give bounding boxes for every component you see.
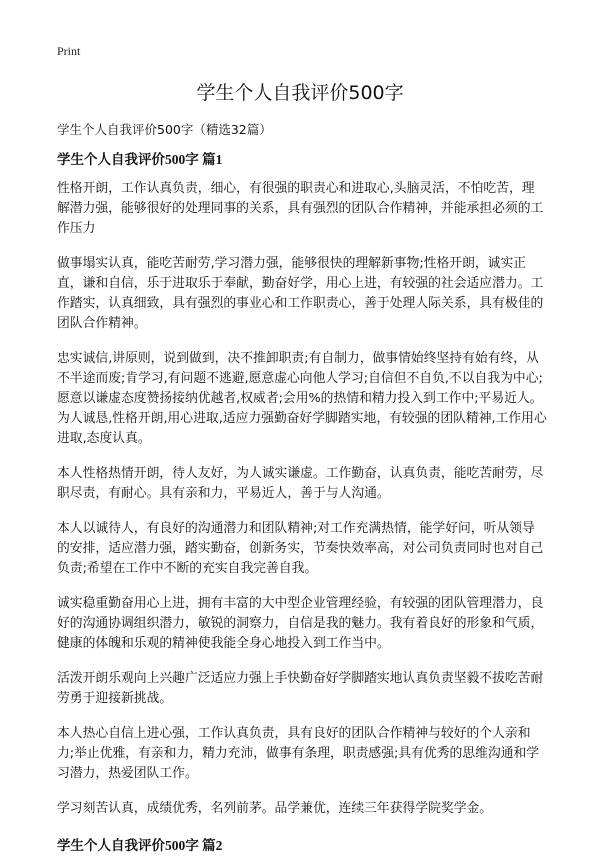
- paragraph: 本人性格热情开朗，待人友好，为人诚实谦虚。工作勤奋，认真负责，能吃苦耐劳，尽职尽责，有耐心。具有亲和力，平易近人，善于与人沟通。: [57, 466, 544, 501]
- paragraph: 本人热心自信上进心强，工作认真负责，具有良好的团队合作精神与较好的个人亲和力;举止优雅，有亲和力，精力充沛，做事有条理，职责感强;具有优秀的思维沟通和学习潜力，热爱团队工作。: [57, 726, 540, 781]
- article-body: [57, 148, 547, 865]
- paragraph: 诚实稳重勤奋用心上进，拥有丰富的大中型企业管理经验，有较强的团队管理潜力，良好的沟通协调组织潜力，敏锐的洞察力，自信是我的魅力。我有着良好的形象和气质，健康的体魄和乐观的精神使我能全身心地投入到工作当中。: [57, 596, 544, 651]
- paragraph: 忠实诚信,讲原则，说到做到，决不推卸职责;有自制力，做事情始终坚持有始有终，从不半途而废;肯学习,有问题不逃避,愿意虚心向他人学习;自信但不自负,不以自我为中心;愿意以谦虚态度赞扬接纳优越者,权威者;会用%的热情和精力投入到工作中;平易近人。为人诚恳,性格开朗,用心进取,适应力强勤奋好学脚踏实地，有较强的团队精神,工作用心进取,态度认真。: [57, 351, 547, 446]
- page-title: 学生个人自我评价500字: [196, 82, 404, 104]
- paragraph: 做事塌实认真，能吃苦耐劳,学习潜力强，能够很快的理解新事物;性格开朗，诚实正直，谦和自信，乐于进取乐于奉献，勤奋好学，用心上进，有较强的社会适应潜力。工作踏实，认真细致，具有强烈的事业心和工作职责心，善于处理人际关系，具有极佳的团队合作精神。: [57, 256, 544, 331]
- paragraph: 学习刻苦认真，成绩优秀，名列前茅。品学兼优，连续三年获得学院奖学金。: [57, 801, 493, 816]
- section-heading-2: 学生个人自我评价500字 篇2: [57, 838, 223, 853]
- paragraph: 性格开朗，工作认真负责，细心，有很强的职责心和进取心,头脑灵活，不怕吃苦，理解潜力强，能够很好的处理同事的关系，具有强烈的团队合作精神，并能承担必须的工作压力: [57, 181, 544, 236]
- section-heading-1: 学生个人自我评价500字 篇1: [57, 152, 223, 167]
- paragraph: 本人以诚待人，有良好的沟通潜力和团队精神;对工作充满热情，能学好问，听从领导的安排，适应潜力强，踏实勤奋，创新务实，节奏快效率高，对公司负责同时也对自己负责;希望在工作中不断的充实自我完善自我。: [57, 521, 544, 576]
- print-link[interactable]: Print: [57, 44, 81, 58]
- page-subtitle: 学生个人自我评价500字（精选32篇）: [57, 122, 272, 137]
- paragraph: 活泼开朗乐观向上兴趣广泛适应力强上手快勤奋好学脚踏实地认真负责坚毅不拔吃苦耐劳勇于迎接新挑战。: [57, 671, 544, 706]
